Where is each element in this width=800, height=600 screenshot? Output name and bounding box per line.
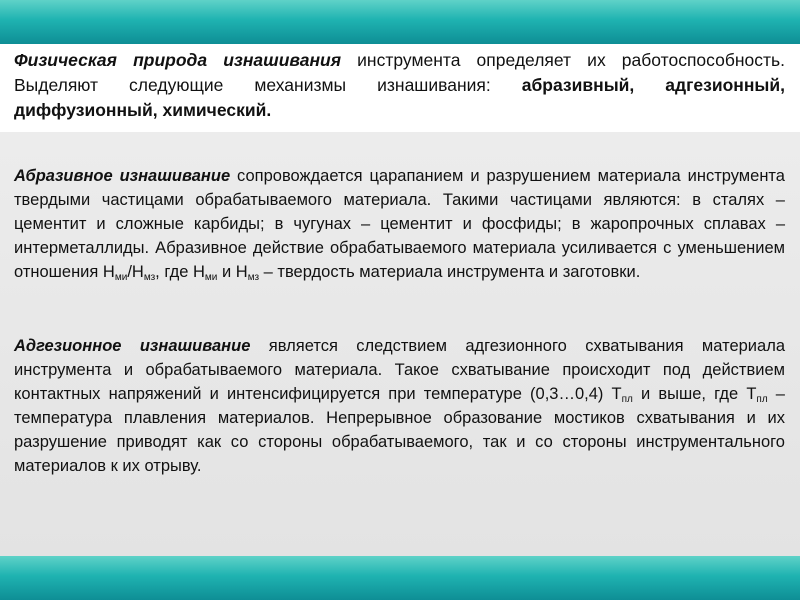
abrasive-formula-slash: /H	[127, 263, 144, 281]
adhesive-formula-sub1: пл	[621, 394, 633, 405]
adhesive-term: Адгезионное изнашивание	[14, 337, 251, 355]
abrasive-formula-sub4: мз	[247, 272, 260, 283]
intro-paragraph	[14, 48, 785, 123]
adhesive-formula-sub2: пл	[756, 394, 768, 405]
abrasive-end-text: – твердость материала инструмента и заготовки.	[259, 263, 641, 281]
adhesive-formula-mid: и выше, где Т	[632, 385, 757, 403]
abrasive-formula-sub2: мз	[143, 272, 156, 283]
abrasive-formula-mid: , где H	[155, 263, 205, 281]
adhesive-text: является следствием адгезионного схватывания материала инструмента и обрабатываемого материала. Такое схватывание происходит под действием контактных напряжений и интенсифицируется при температуре (0,3…0,4) Т	[14, 337, 786, 403]
top-decor-band	[0, 0, 800, 44]
intro-mechanisms: абразивный, адгезионный, диффузионный, химический.	[14, 75, 785, 120]
intro-term: Физическая природа изнашивания	[14, 50, 342, 70]
abrasive-formula-sub3: ми	[204, 272, 218, 283]
abrasive-formula-h1: H	[102, 263, 115, 281]
abrasive-paragraph	[14, 164, 785, 284]
abrasive-formula-and: и H	[217, 263, 248, 281]
abrasive-formula-sub1: ми	[114, 272, 128, 283]
abrasive-term: Абразивное изнашивание	[14, 167, 231, 185]
intro-text: инструмента определяет их работоспособность. Выделяют следующие механизмы изнашивания:	[14, 50, 785, 95]
adhesive-paragraph	[14, 334, 785, 478]
bottom-decor-band	[0, 556, 800, 600]
abrasive-text: сопровождается царапанием и разрушением материала инструмента твердыми частицами обрабатываемого материала. Такими частицами являются: в сталях – цементит и сложные карбиды; в чугунах – цементит и фосфиды; в жаропрочных сплавах – интерметаллиды. Абразивное действие обрабатываемого материала усиливается с уменьшением отношения	[14, 167, 785, 281]
adhesive-end-text: – температура плавления материалов. Непрерывное образование мостиков схватывания и их разрушение приводят как со стороны обрабатываемого, так и со стороны инструментального материалов к их отрыву.	[14, 385, 785, 475]
